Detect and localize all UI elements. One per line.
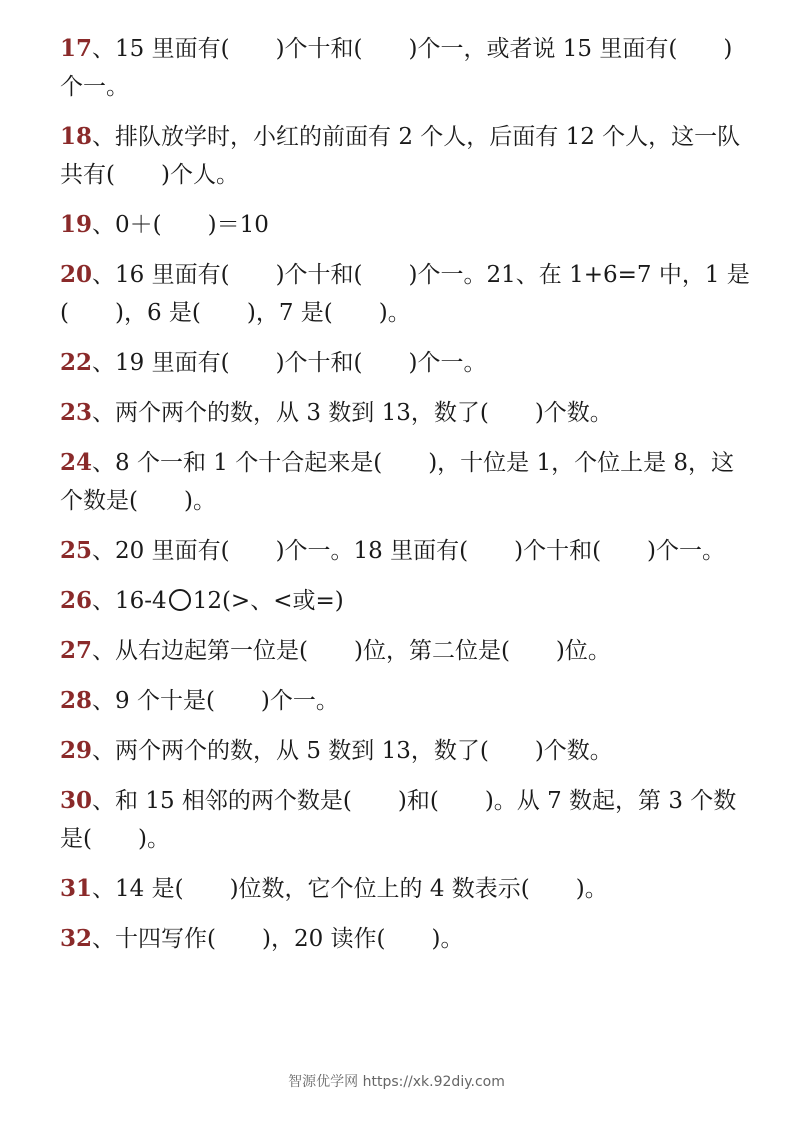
question-text: 、两个两个的数，从 3 数到 13，数了( )个数。 [92,400,613,426]
question-text: 、16 里面有( )个十和( )个一。21、在 1+6=7 中，1 是( )，6 是( )，7 是( )。 [60,262,750,326]
question-31 [60,870,750,908]
question-text: 、20 里面有( )个一。18 里面有( )个十和( )个一。 [92,538,726,564]
question-number: 23 [60,399,93,426]
question-text: 、8 个一和 1 个十合起来是( )，十位是 1，个位上是 8，这个数是( )。 [60,450,735,514]
question-text-after: 12(>、<或=) [192,588,344,614]
question-17 [60,30,750,106]
question-25 [60,532,750,570]
question-23 [60,394,750,432]
question-number: 29 [60,737,93,764]
question-27 [60,632,750,670]
question-text: 、排队放学时，小红的前面有 2 个人，后面有 12 个人，这一队共有( )个人。 [60,124,741,188]
question-24 [60,444,750,520]
question-text: 、0＋( )＝10 [92,212,269,238]
question-number: 19 [60,211,93,238]
question-number: 18 [60,123,93,150]
question-text: 、和 15 相邻的两个数是( )和( )。从 7 数起，第 3 个数是( )。 [60,788,737,852]
question-20 [60,256,750,332]
question-number: 25 [60,537,93,564]
question-number: 17 [60,35,93,62]
question-19 [60,206,750,244]
question-number: 26 [60,587,93,614]
question-number: 22 [60,349,93,376]
question-number: 31 [60,875,93,902]
question-22 [60,344,750,382]
question-28 [60,682,750,720]
question-number: 24 [60,449,93,476]
question-text: 、14 是( )位数，它个位上的 4 数表示( )。 [92,876,608,902]
question-text: 、从右边起第一位是( )位，第二位是( )位。 [92,638,611,664]
question-18 [60,118,750,194]
question-text-before: 、16-4 [92,588,167,614]
footer-watermark: 智源优学网 https://xk.92diy.com [288,1074,505,1090]
question-number: 32 [60,925,93,952]
question-29 [60,732,750,770]
question-number: 30 [60,787,93,814]
compare-circle-icon [169,589,191,611]
question-text: 、9 个十是( )个一。 [92,688,339,714]
question-30 [60,782,750,858]
worksheet [60,30,750,958]
question-26 [60,582,750,620]
question-number: 28 [60,687,93,714]
question-text: 、19 里面有( )个十和( )个一。 [92,350,487,376]
question-number: 20 [60,261,93,288]
question-32 [60,920,750,958]
question-text: 、15 里面有( )个十和( )个一，或者说 15 里面有( )个一。 [60,36,733,100]
question-text: 、十四写作( )，20 读作( )。 [92,926,464,952]
question-text: 、两个两个的数，从 5 数到 13，数了( )个数。 [92,738,613,764]
question-number: 27 [60,637,93,664]
